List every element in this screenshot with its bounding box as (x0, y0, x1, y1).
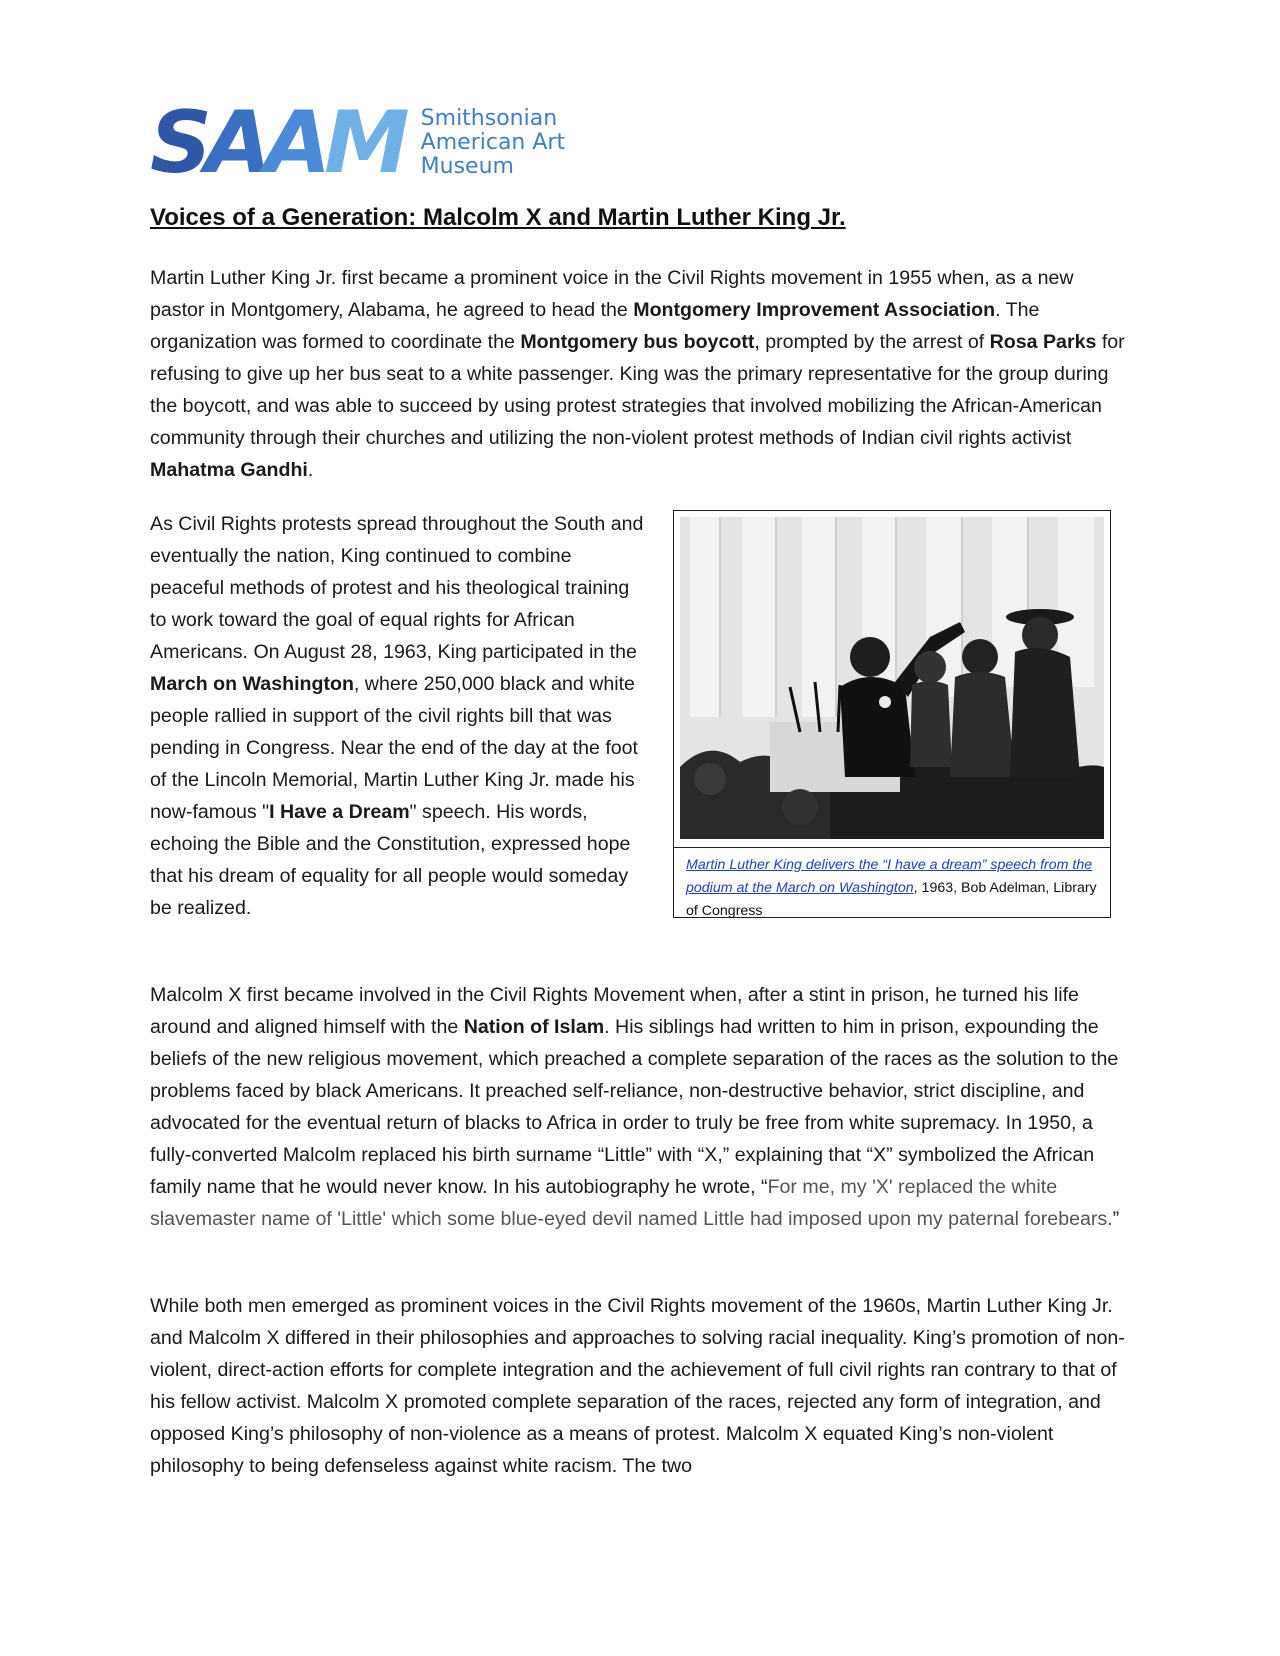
autobiography-quote: For me, my 'X' replaced the white slavemaster name of 'Little' which some blue-eyed devil named Little had imposed upon my paternal forebears. (150, 1176, 1113, 1230)
logo-line: Smithsonian (420, 106, 558, 131)
paragraph-king-intro: Martin Luther King Jr. first became a prominent voice in the Civil Rights movement in 1955 when, as a new pastor in Montgomery, Alabama, he agreed to head the Montgomery Improvement Association. The organization was formed to coordinate the Montgomery bus boycott, prompted by the arrest of Rosa Parks for refusing to give up her bus seat to a white passenger. King was the primary representative for the group during the boycott, and was able to succeed by using protest strategies that involved mobilizing the African-American community through their churches and utilizing the non-violent protest methods of Indian civil rights activist Mahatma Gandhi. (150, 267, 1125, 481)
saam-logo (150, 93, 566, 193)
photo-figure (673, 510, 1111, 918)
logo-line: American Art (420, 130, 566, 155)
paragraph-comparison: While both men emerged as prominent voices in the Civil Rights movement of the 1960s, Martin Luther King Jr. and Malcolm X differed in their philosophies and approaches to solving racial inequality. King’s promotion of non-violent, direct-action efforts for complete integration and the achievement of full civil rights ran contrary to that of his fellow activist. Malcolm X promoted complete separation of the races, rejected any form of integration, and opposed King’s philosophy of non-violence as a means of protest. Malcolm X equated King’s non-violent philosophy to being defenseless against white racism. The two (150, 1295, 1125, 1477)
logo-line: Museum (420, 154, 514, 179)
logo-letter: A (204, 93, 265, 193)
caption-credit: , 1963, Bob Adelman, Library of Congress (686, 880, 1097, 919)
logo-wordmark (421, 107, 565, 179)
logo-letter: M (324, 93, 403, 193)
document-title: Voices of a Generation: Malcolm X and Martin Luther King Jr. (150, 204, 846, 231)
photo-caption (674, 847, 1110, 917)
logo-letter: S (150, 93, 205, 193)
caption-link[interactable]: Martin Luther King delivers the “I have a dream” speech from the podium at the March on Washington (686, 857, 1093, 896)
paragraph-march-on-washington: As Civil Rights protests spread throughout the South and eventually the nation, King continued to combine peaceful methods of protest and his theological training to work toward the goal of equal rights for African Americans. On August 28, 1963, King participated in the March on Washington, where 250,000 black and white people rallied in support of the civil rights bill that was pending in Congress. Near the end of the day at the foot of the Lincoln Memorial, Martin Luther King Jr. made his now-famous "I Have a Dream" speech. His words, echoing the Bible and the Constitution, expressed hope that his dream of equality for all people would someday be realized. (150, 513, 644, 919)
mlk-speech-photo (680, 517, 1104, 839)
logo-mark (150, 93, 403, 193)
logo-letter: A (264, 93, 325, 193)
paragraph-malcolm-x: Malcolm X first became involved in the Civil Rights Movement when, after a stint in prison, he turned his life around and aligned himself with the Nation of Islam. His siblings had written to him in prison, expounding the beliefs of the new religious movement, which preached a complete separation of the races as the solution to the problems faced by black Americans. It preached self-reliance, non-destructive behavior, strict discipline, and advocated for the eventual return of blacks to Africa in order to truly be free from white supremacy. In 1950, a fully-converted Malcolm replaced his birth surname “Little” with “X,” explaining that “X” symbolized the African family name that he would never know. In his autobiography he wrote, “For me, my 'X' replaced the white slavemaster name of 'Little' which some blue-eyed devil named Little had imposed upon my paternal forebears.” (150, 984, 1120, 1230)
